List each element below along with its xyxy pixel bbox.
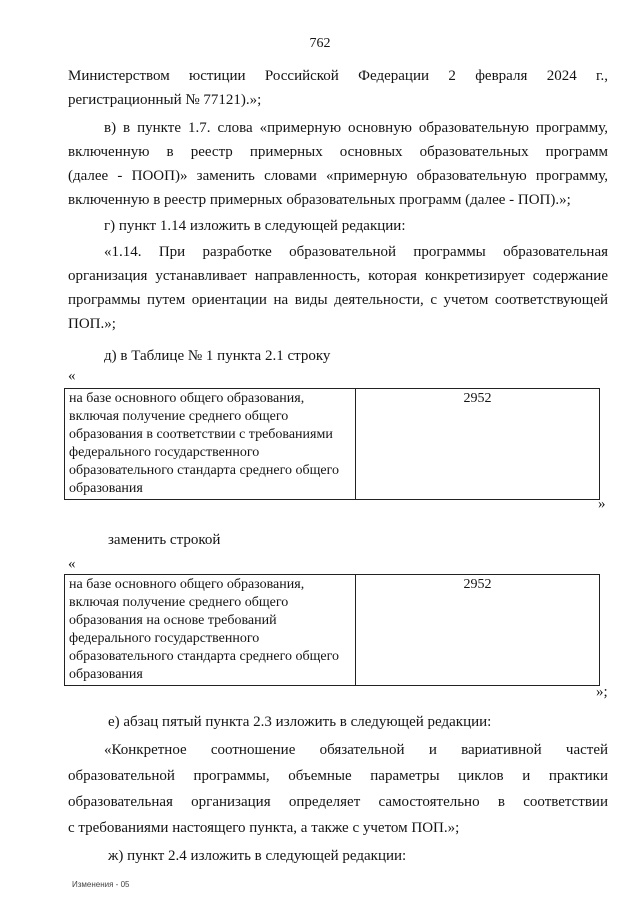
close-quote-2: »;: [596, 684, 608, 700]
para-g: г) пункт 1.14 изложить в следующей редакции:: [104, 218, 406, 234]
continuation-line-1: Министерством юстиции Российской Федерации 2 февраля 2024 г.,: [68, 68, 608, 84]
replace-with: заменить строкой: [108, 532, 221, 548]
para-114-line-4: ПОП.»;: [68, 316, 116, 332]
para-114-line-1: «1.14. При разработке образовательной программы образовательная: [104, 244, 608, 260]
table-row: [65, 575, 600, 686]
continuation-line-2: регистрационный № 77121).»;: [68, 92, 262, 108]
table-new-text: на базе основного общего образования, включая получение среднего общего образования на основе требований федерального государственного образовательного стандарта среднего общего образования: [65, 575, 356, 686]
para-v-line-1: в) в пункте 1.7. слова «примерную основную образовательную программу,: [104, 120, 608, 136]
open-quote-1: «: [68, 368, 76, 384]
table-row: [65, 389, 600, 500]
para-114-line-2: организация устанавливает направленность, которая конкретизирует содержание: [68, 268, 608, 284]
para-concrete-line-2: образовательной программы, объемные параметры циклов и практики: [68, 768, 608, 784]
page-number: 762: [309, 36, 331, 51]
table-old-row: [64, 388, 600, 500]
para-concrete-line-4: с требованиями настоящего пункта, а также с учетом ПОП.»;: [68, 820, 460, 836]
close-quote-1: »: [598, 496, 606, 512]
para-v-line-3: (далее - ПООП)» заменить словами «примерную образовательную программу,: [68, 168, 608, 184]
open-quote-2: «: [68, 556, 76, 572]
table-old-text: на базе основного общего образования, включая получение среднего общего образования в соответствии с требованиями федерального государственного образовательного стандарта среднего общего образования: [65, 389, 356, 500]
para-concrete-line-3: образовательная организация определяет самостоятельно в соответствии: [68, 794, 608, 810]
para-v-line-4: включенную в реестр примерных образовательных программ (далее - ПОП).»;: [68, 192, 571, 208]
para-e: е) абзац пятый пункта 2.3 изложить в следующей редакции:: [108, 714, 492, 730]
para-d: д) в Таблице № 1 пункта 2.1 строку: [104, 348, 331, 364]
table-old-value: 2952: [356, 389, 600, 500]
table-new-row: [64, 574, 600, 686]
footer: Изменения - 05: [72, 880, 130, 889]
para-zh: ж) пункт 2.4 изложить в следующей редакции:: [108, 848, 407, 864]
table-new-value: 2952: [356, 575, 600, 686]
para-114-line-3: программы путем ориентации на виды деятельности, с учетом соответствующей: [68, 292, 608, 308]
para-concrete-line-1: «Конкретное соотношение обязательной и вариативной частей: [104, 742, 608, 758]
para-v-line-2: включенную в реестр примерных основных образовательных программ: [68, 144, 608, 160]
